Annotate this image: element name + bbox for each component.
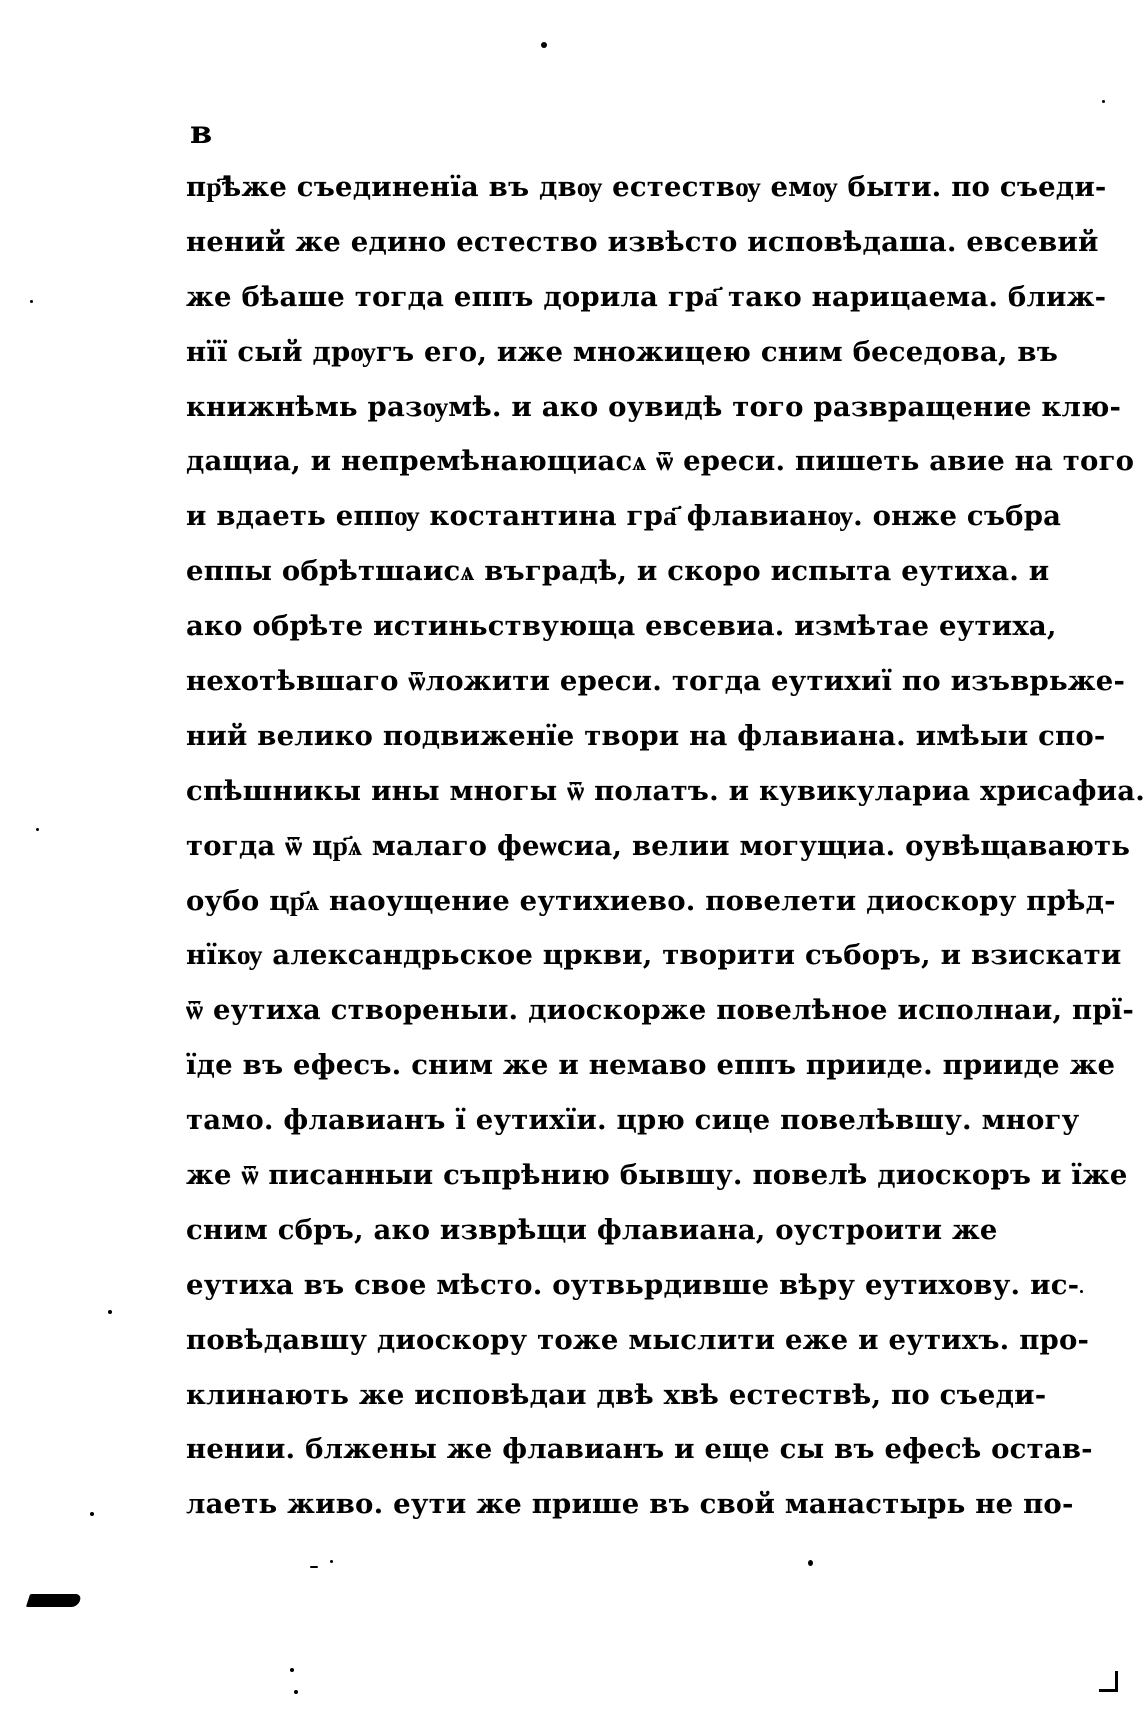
corner-mark [1099,1671,1118,1692]
ink-speck [310,1566,318,1568]
ink-speck [1080,1290,1083,1293]
text-line: спѣшникы ины многы ѿ полатъ. и кувикулариа хрисафиа. [186,774,1145,807]
ink-speck [1102,100,1105,103]
text-line: нении. блжены же флавианъ и еще сы въ ефесѣ остав- [186,1433,1093,1466]
ink-speck [541,42,547,48]
text-line: повѣдавшу диоскору тоже мыслити еже и еутихъ. про- [186,1323,1090,1356]
text-line: пр҃ѣже съединенїа въ двѹ естествѹ емѹ быти. по съеди- [186,171,1107,203]
ink-speck [294,1690,298,1694]
ink-speck [330,1560,333,1563]
text-line: ако обрѣте истиньствующа евсевиа. измѣтае еутиха, [186,610,1057,643]
text-line: же бѣаше тогда еппъ дорила гра҃ тако нарицаема. ближ- [186,280,1107,313]
text-line: нїкѹ александрьское цркви, творити съборъ, и взискати [186,939,1122,972]
text-line: еппы обрѣтшаисѧ въградѣ, и скоро испыта еутиха. и [186,555,1050,588]
text-line: клинають же исповѣдаи двѣ хвѣ естествѣ, по съеди- [186,1378,1047,1411]
text-line: нїї сый дрѹгъ его, иже множицею сним беседова, въ [186,335,1058,368]
ink-speck [90,1512,94,1516]
ink-speck [808,1560,813,1566]
text-line: сним сбръ, ако изврѣщи флавиана, оустроити же [186,1213,998,1246]
text-line: їде въ ефесъ. сним же и немаво еппъ прииде. прииде же [186,1049,1116,1082]
text-line: ѿ еутиха створеныи. диоскорже повелѣное исполнаи, прї- [186,994,1135,1027]
ink-speck [36,828,39,831]
text-line: тамо. флавианъ ї еутихїи. црю сице повелѣвшу. многу [186,1104,1080,1137]
text-line: лаеть живо. еути же прише въ свой манастырь не по- [186,1488,1074,1521]
text-line: еутиха въ свое мѣсто. оутвьрдивше вѣру еутихову. ис- [186,1268,1080,1301]
text-block [186,160,1145,1532]
text-line: и вдаеть еппѹ костантина гра҃ флавианѹ. онже събра [186,500,1062,533]
ink-speck [290,1668,294,1672]
ink-speck [108,1310,112,1314]
ink-speck [30,300,33,303]
ink-smear [26,1594,82,1607]
text-line: книжнѣмь разѹмѣ. и ако оувидѣ того развращение клю- [186,390,1122,423]
text-line: же ѿ писанныи съпрѣнию бывшу. повелѣ диоскоръ и їже [186,1159,1128,1192]
text-line: тогда ѿ цр҃ѧ малаго феѡсиа, велии могущиа. оувѣщавають [186,829,1131,862]
text-line: ний велико подвиженїе твори на флавиана. имѣыи спо- [186,719,1106,752]
text-line: нехотѣвшаго ѿложити ереси. тогда еутихиї по изъврьже- [186,665,1126,698]
text-line: дащиа, и непремѣнающиасѧ ѿ ереси. пишеть авие на того [186,445,1135,478]
page-number: в [190,113,213,151]
text-line: нений же едино естество извѣсто исповѣдаша. евсевий [186,225,1099,258]
text-line: оубо цр҃ѧ наоущение еутихиево. повелети диоскору прѣд- [186,884,1116,917]
